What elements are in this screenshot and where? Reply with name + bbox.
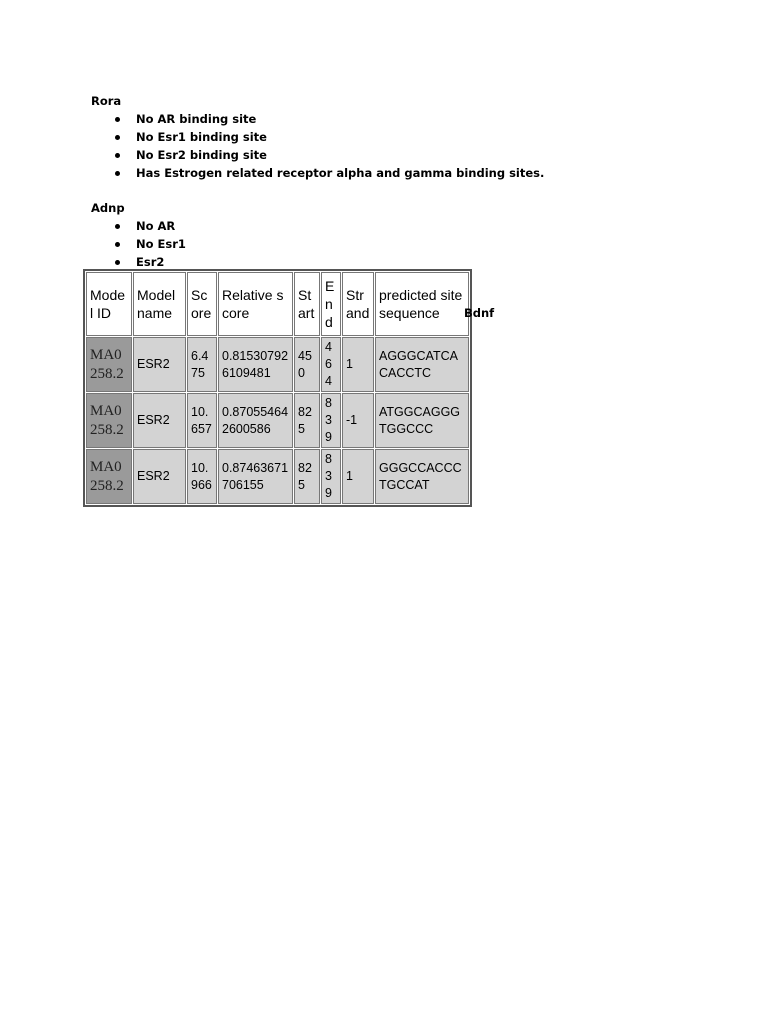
cell-end: 839 <box>321 449 341 504</box>
table-row <box>86 393 469 448</box>
cell-score: 10.657 <box>187 393 217 448</box>
list-item: No Esr2 binding site <box>112 146 544 164</box>
cell-score: 10.966 <box>187 449 217 504</box>
cell-model-name: ESR2 <box>133 449 186 504</box>
cell-start: 825 <box>294 393 320 448</box>
list-item: Has Estrogen related receptor alpha and gamma binding sites. <box>112 164 544 182</box>
cell-relative-score: 0.815307926109481 <box>218 337 293 392</box>
cell-end: 839 <box>321 393 341 448</box>
header-strand: Strand <box>342 272 374 336</box>
cell-start: 450 <box>294 337 320 392</box>
cell-model-name: ESR2 <box>133 337 186 392</box>
cell-model-id: MA0258.2 <box>86 337 132 392</box>
cell-relative-score: 0.870554642600586 <box>218 393 293 448</box>
rora-bullet-list <box>112 110 544 182</box>
list-item: No AR <box>112 217 186 235</box>
cell-model-id: MA0258.2 <box>86 393 132 448</box>
cell-start: 825 <box>294 449 320 504</box>
section-title-rora: Rora <box>91 94 122 108</box>
cell-sequence: AGGGCATCACACCTC <box>375 337 469 392</box>
list-item: No Esr1 binding site <box>112 128 544 146</box>
binding-site-table <box>83 269 472 507</box>
table-row <box>86 337 469 392</box>
cell-strand: 1 <box>342 449 374 504</box>
cell-strand: 1 <box>342 337 374 392</box>
header-model-name: Model name <box>133 272 186 336</box>
cell-end: 464 <box>321 337 341 392</box>
header-predicted-sequence: predicted site sequence <box>375 272 469 336</box>
cell-sequence: ATGGCAGGGTGGCCC <box>375 393 469 448</box>
table-header-row <box>86 272 469 336</box>
cell-model-id: MA0258.2 <box>86 449 132 504</box>
section-title-adnp: Adnp <box>91 201 125 215</box>
gene-label-bdnf: Bdnf <box>464 306 495 320</box>
header-score: Score <box>187 272 217 336</box>
cell-strand: -1 <box>342 393 374 448</box>
cell-model-name: ESR2 <box>133 393 186 448</box>
list-item: No AR binding site <box>112 110 544 128</box>
table-row <box>86 449 469 504</box>
header-start: Start <box>294 272 320 336</box>
cell-sequence: GGGCCACCCTGCCAT <box>375 449 469 504</box>
header-model-id: Model ID <box>86 272 132 336</box>
header-end: End <box>321 272 341 336</box>
adnp-bullet-list <box>112 217 186 271</box>
cell-score: 6.475 <box>187 337 217 392</box>
cell-relative-score: 0.87463671706155 <box>218 449 293 504</box>
header-relative-score: Relative score <box>218 272 293 336</box>
list-item: Esr2 <box>112 253 186 271</box>
list-item: No Esr1 <box>112 235 186 253</box>
